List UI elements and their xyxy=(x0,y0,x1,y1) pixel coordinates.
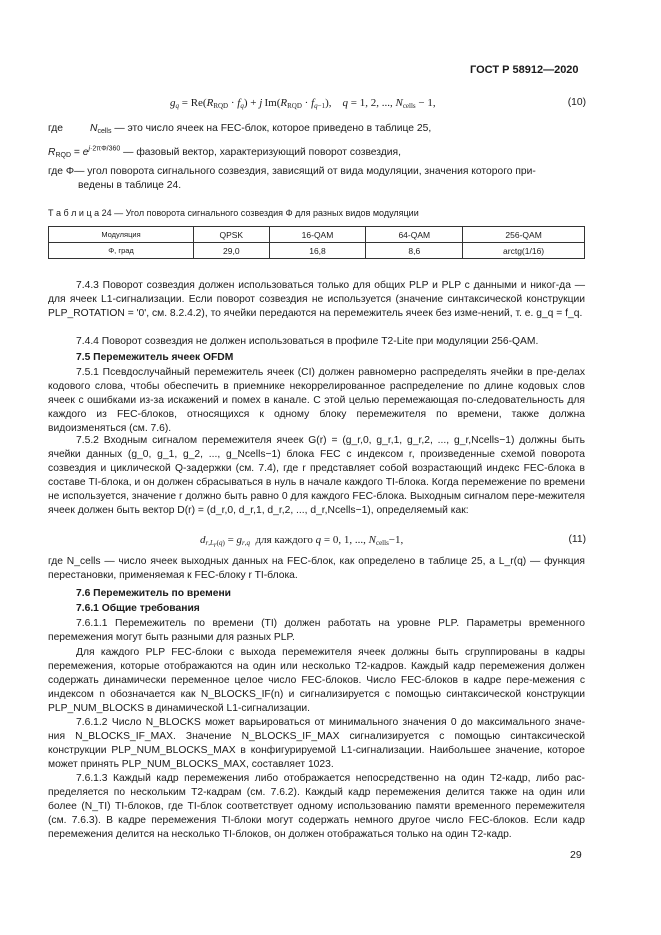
paragraph-7-6-1-1: 7.6.1.1 Перемежитель по времени (TI) должен работать на уровне PLP. Параметры временного перемежения могут быть разными для разных PLP. xyxy=(48,618,585,643)
table-cell: 64-QAM xyxy=(366,227,463,243)
table-cell: 8,6 xyxy=(366,243,463,259)
equation-10-number: (10) xyxy=(567,97,586,108)
table-cell: Модуляция xyxy=(49,227,194,243)
rrqd-definition: $R_{RQD} = e^{j\cdot 2\pi\Phi/360}$ — фазовый вектор, характеризующий поворот созвездия, xyxy=(48,145,401,159)
equation-11: $d_{r,L_r(q)} = g_{r,q}$ для каждого q = 0, 1, ..., $N_{cells}-1$, xyxy=(200,534,404,549)
paragraph-7-4-3: 7.4.3 Поворот созвездия должен использоваться только для общих PLP и PLP с данными и никог-да — для ячеек L1-сигнализации. Если поворот созвездия не используется (значение синтаксической конструкции PLP_ROTATION = '0', см. 8.2.4.2), то ячейки передаются на перемежитель ячеек без изме-нений, т. е. g_q = f_q. xyxy=(48,280,585,319)
table-24 xyxy=(48,226,585,259)
paragraph-7-6-1-3: 7.6.1.3 Каждый кадр перемежения либо отображается непосредственно на один T2-кадр, либо рас-пределяется по нескольким T2-кадрам (см. 7.6.2). Каждый кадр перемежения делится также на один или более (N_TI) TI-блоков, где TI-блок соответствует одному использованию памяти временного перемежителя (см. 7.6.3). В кадре перемежения TI-блоки могут содержать немного другое число FEC-блоков. Если кадр перемежения делится на несколько TI-блоков, он должен отображаться только на один T2-кадр. xyxy=(48,773,585,840)
table-cell: 256-QAM xyxy=(463,227,585,243)
equation-11-number: (11) xyxy=(568,534,586,545)
table-cell: arctg(1/16) xyxy=(463,243,585,259)
paragraph-7-5-1: 7.5.1 Псевдослучайный перемежитель ячеек (CI) должен равномерно распределять ячейки в пре-делах кодового слова, чтобы обеспечить в приемнике некоррелированное распределение по длине кодовых слов ячеек с ошибками из-за искажений и помех в канале. С этой целью перемежающая по-следовательность для каждого из FEC-блоков, относящихся к одному блоку перемежителя по времени, также должна видоизменяться (см. 7.6). xyxy=(48,367,585,434)
table-cell: 29,0 xyxy=(194,243,270,259)
section-heading-7-6-1: 7.6.1 Общие требования xyxy=(76,603,200,614)
ncells-definition: $N_{cells}$ — это число ячеек на FEC-блок, которое приведено в таблице 25, xyxy=(90,123,432,135)
table-cell: QPSK xyxy=(194,227,270,243)
table-cell: Φ, град xyxy=(49,243,194,259)
standard-number: ГОСТ Р 58912—2020 xyxy=(470,64,579,76)
section-heading-7-6: 7.6 Перемежитель по времени xyxy=(76,588,231,599)
table-row xyxy=(49,243,585,259)
table-header-row xyxy=(49,227,585,243)
equation-10: $g_q = Re(R_{RQD} \cdot f_q) + j$ $Im(R_{RQD} \cdot f_{q-1})$, q = 1, 2, ..., $N_{cells} - 1$, xyxy=(170,97,436,110)
where-label: где xyxy=(48,123,64,134)
table-cell: 16-QAM xyxy=(269,227,366,243)
phi-definition: где Φ— угол поворота сигнального созвездия, зависящий от вида модуляции, значения которого при- ведены в таблице 24. xyxy=(48,166,536,191)
paragraph-7-6-1-1-continued: Для каждого PLP FEC-блоки с выхода перемежителя ячеек должны быть сгруппированы в кадры перемежения, которые отображаются на один или несколько T2-кадров. Каждый кадр перемежения должен содержать динамически переменное целое число FEC-блоков. Число FEC-блоков в кадре пере-межения с индексом n обозначается как N_BLOCKS_IF(n) и сигнализируется с помощью синтаксической конструкции PLP_NUM_BLOCKS в динамической L1-сигнализации. xyxy=(48,647,585,714)
paragraph-7-4-4: 7.4.4 Поворот созвездия не должен использоваться в профиле T2-Lite при модуляции 256-QAM. xyxy=(76,336,539,347)
page-number: 29 xyxy=(570,849,582,861)
table-24-caption: Т а б л и ц а 24 — Угол поворота сигнального созвездия Φ для разных видов модуляции xyxy=(48,208,419,218)
paragraph-7-6-1-2: 7.6.1.2 Число N_BLOCKS может варьироваться от минимального значения 0 до максимального значе-ния N_BLOCKS_IF_MAX. Значение N_BLOCKS_IF_MAX сигнализируется с помощью синтаксической конструкции PLP_NUM_BLOCKS_MAX в конфигурируемой L1-сигнализации. Наибольшее значение, которое может принять PLP_NUM_BLOCKS_MAX, составляет 1023. xyxy=(48,717,585,770)
paragraph-7-5-2: 7.5.2 Входным сигналом перемежителя ячеек G(r) = (g_r,0, g_r,1, g_r,2, ..., g_r,Ncells−1) должны быть ячейки данных (g_0, g_1, g_2, ..., g_Ncells−1) блока FEC с индексом r, произведенные схемой поворота созвездия и циклической Q-задержки (см. 7.4), где r представляет собой возрастающий индекс FEC-блока в составе TI-блока, и он должен сбрасываться в нуль в начале каждого TI-блока. Когда перемежение по времени не используется, значение r должно быть равно 0 для каждого FEC-блока. Выходным сигналом пере-межителя ячеек должен быть вектор D(r) = (d_r,0, d_r,1, d_r,2, ..., d_r,Ncells−1), определяемый как: xyxy=(48,435,585,516)
where-ncells-output: где N_cells — число ячеек выходных данных на FEC-блок, как определено в таблице 25, а L_r(q) — функция перестановки, применяемая к FEC-блоку r TI-блока. xyxy=(48,556,585,581)
section-heading-7-5: 7.5 Перемежитель ячеек OFDM xyxy=(76,352,234,363)
table-cell: 16,8 xyxy=(269,243,366,259)
